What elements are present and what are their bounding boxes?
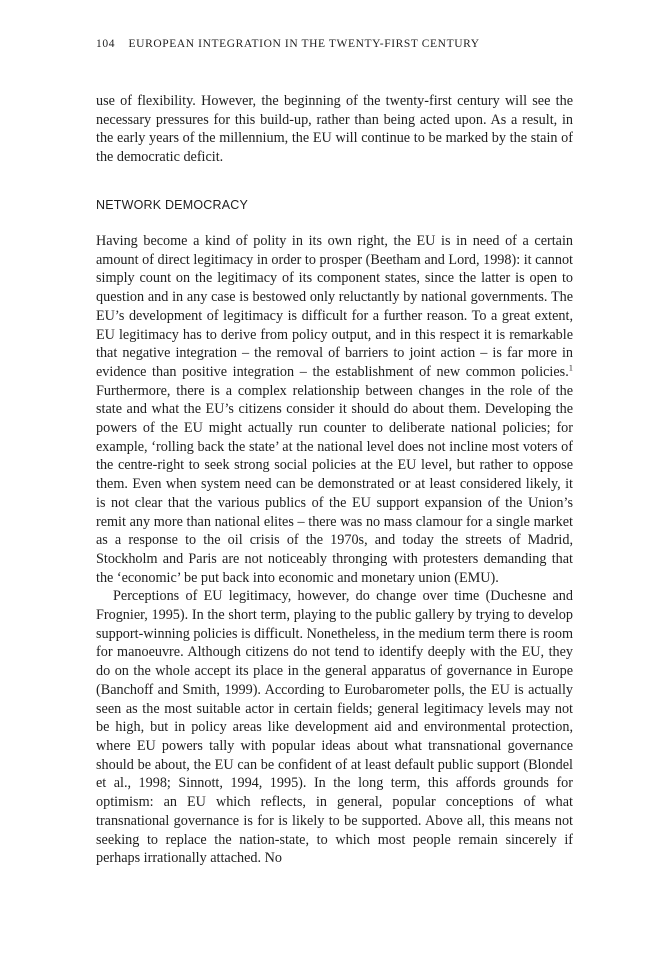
paragraph-1: [96, 232, 573, 587]
page-number: 104: [96, 38, 116, 50]
paragraph-1-part-2: Furthermore, there is a complex relationship between changes in the role of the state and what the EU’s citizens consider it should do about them. Developing the powers of the EU might actually run counter to deliberate national policies; for example, ‘rolling back the state’ at the national level does not incline most voters of the centre-right to seek strong social policies at the EU level, but rather to oppose them. Even when system need can be demonstrated or at least considered likely, it is not clear that the various publics of the EU support expansion of the Union’s remit any more than national elites – there was no mass clamour for a single market as a response to the oil crisis of the 1970s, and today the streets of Madrid, Stockholm and Paris are not noticeably thronging with protesters demanding that the ‘economic’ be put back into economic and monetary union (EMU).: [96, 382, 573, 586]
footnote-marker[interactable]: 1: [568, 362, 573, 373]
running-header: [96, 38, 576, 50]
section-body: [96, 232, 573, 868]
carryover-paragraph: use of flexibility. However, the beginning of the twenty-first century will see the necessary pressures for this build-up, rather than being acted upon. As a result, in the early years of the millennium, the EU will continue to be marked by the stain of the democratic deficit.: [96, 93, 573, 166]
running-title: EUROPEAN INTEGRATION IN THE TWENTY-FIRST CENTURY: [128, 38, 480, 50]
paragraph-1-part-1: Having become a kind of polity in its own right, the EU is in need of a certain amount of direct legitimacy in order to prosper (Beetham and Lord, 1998): it cannot simply count on the legitimacy of its component states, since the latter is open to question and in any case is bestowed only reluctantly by national governments. The EU’s development of legitimacy is difficult for a further reason. To a great extent, EU legitimacy has to derive from policy output, and in this respect it is remarkable that negative integration – the removal of barriers to joint action – is far more in evidence than positive integration – the establishment of new common policies.: [96, 233, 573, 380]
paragraph-2: Perceptions of EU legitimacy, however, do change over time (Duchesne and Frognier, 1995). In the short term, playing to the public gallery by trying to develop support-winning policies is difficult. Nonetheless, in the medium term there is room for manoeuvre. Although citizens do not tend to identify deeply with the EU, they do on the whole accept its place in the general apparatus of governance in Europe (Banchoff and Smith, 1999). According to Eurobarometer polls, the EU is actually seen as the most suitable actor in certain fields; general legitimacy levels may not be high, but in policy areas like development aid and environmental protection, where EU powers tally with popular ideas about what transnational governance should be about, the EU can be confident of at least default public support (Blondel et al., 1998; Sinnott, 1994, 1995). In the long term, this affords grounds for optimism: an EU which reflects, in general, popular conceptions of what transnational governance is for is likely to be supported. Above all, this means not seeking to replace the nation-state, to which most people remain sincerely if perhaps irrationally attached. No: [96, 588, 573, 867]
carryover-paragraph-block: [96, 92, 573, 167]
section-heading: NETWORK DEMOCRACY: [96, 198, 249, 212]
